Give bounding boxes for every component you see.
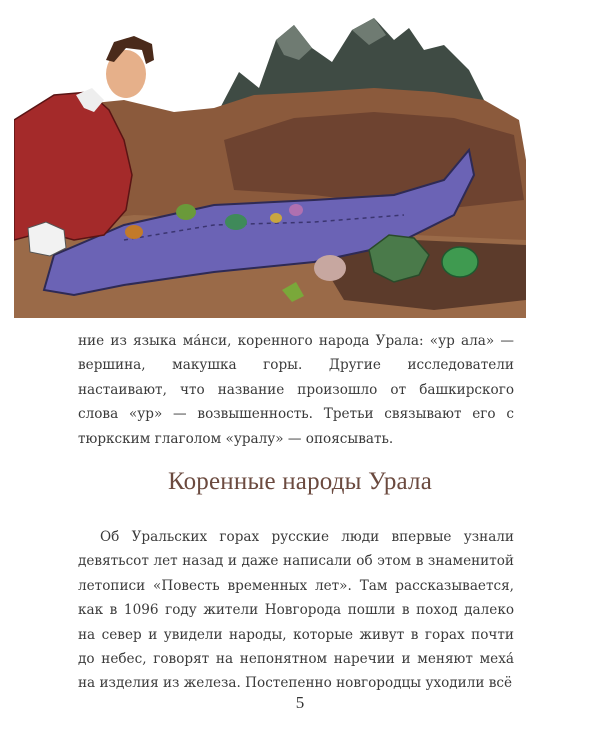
paragraph-2-text: Об Уральских горах русские люди впервые узнали девятьсот лет назад и даже написали об этом в знаменитой летописи «Повесть временных лет». Там рассказывается, как в 1096 году жители Новгорода пошли в поход далеко на север и увидели народы, которые живут в горах почти до небес, говорят на непонятном наречии и меняют меха́ на изделия из железа. Постепенно новгородцы уходили всё [78,529,514,692]
gem-green [176,204,196,220]
page-number: 5 [295,693,305,712]
gem-gold [270,213,282,223]
gem-teal [225,214,247,230]
green-round-stone [442,247,478,277]
section-heading: Коренные народы Урала [167,468,433,495]
gem-orange [125,225,143,239]
paragraph-continuation [78,329,514,451]
paragraph-section [78,525,514,696]
illustration [14,0,528,318]
illustration-svg [14,0,528,318]
gem-violet [289,204,303,216]
paragraph-1-text: ние из языка ма́нси, коренного народа Урала: «ур ала» — вершина, макушка горы. Другие исследователи настаивают, что название произошло от башкирского слова «ур» — возвышенность. Третьи связывают его с тюркским глаголом «уралу» — опоясывать. [78,333,514,447]
pink-stone [314,255,346,281]
